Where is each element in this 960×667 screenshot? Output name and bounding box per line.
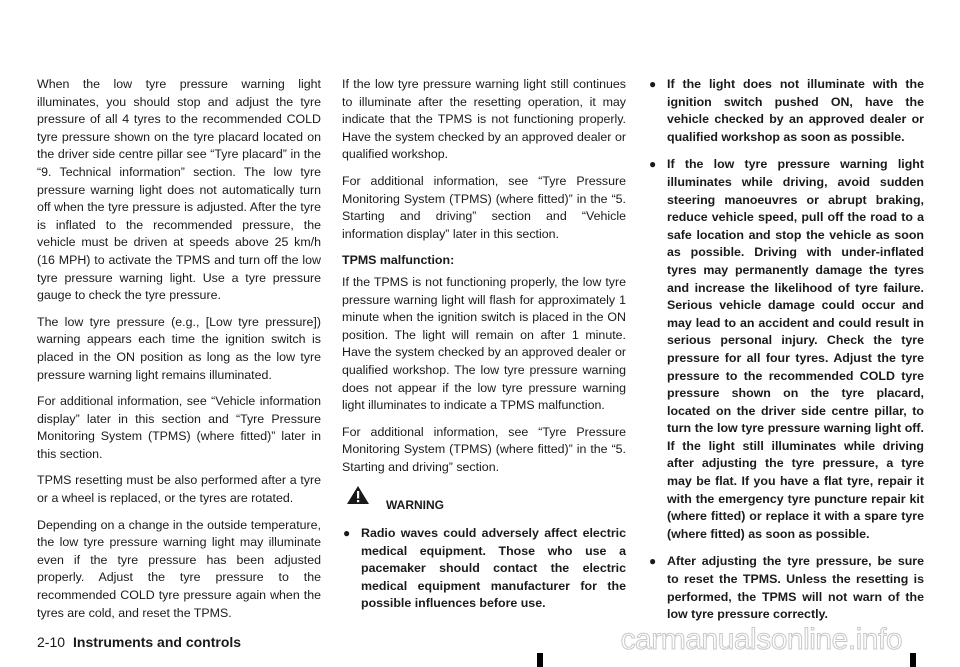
crop-mark bbox=[537, 653, 543, 667]
bullet-dot-icon: ● bbox=[343, 526, 351, 541]
warning-list bbox=[342, 525, 626, 613]
paragraph: For additional information, see “Tyre Pressure Monitoring System (TPMS) (where fitted)” in the “5. Starting and driving” section and “Vehicle information display” later in this section. bbox=[342, 173, 626, 241]
paragraph: For additional information, see “Vehicle information display” later in this section and “Tyre Pressure Monitoring System (TPMS) (where fitted)” later in this section. bbox=[37, 394, 321, 461]
column-right bbox=[648, 76, 924, 634]
list-item bbox=[342, 525, 626, 613]
paragraph: If the low tyre pressure warning light still continues to illuminate after the resetting operation, it may indicate that the TPMS is not functioning properly. Have the system checked by an approved dealer or qualified workshop. bbox=[342, 77, 626, 162]
bullet-text: After adjusting the tyre pressure, be sure to reset the TPMS. Unless the resetting is performed, the TPMS will not warn of the low tyre pressure correctly. bbox=[667, 554, 924, 622]
paragraph: If the TPMS is not functioning properly, the low tyre pressure warning light will flash for approximately 1 minute when the ignition switch is placed in the ON position. The light will remain on after 1 minute. Have the system checked by an approved dealer or qualified workshop. The low tyre pressure warning does not appear if the low tyre pressure warning light illuminates to indicate a TPMS malfunction. bbox=[342, 274, 626, 413]
list-item bbox=[648, 156, 924, 543]
bullet-dot-icon: ● bbox=[649, 77, 657, 91]
warning-label: WARNING bbox=[386, 498, 444, 513]
list-item bbox=[648, 76, 924, 146]
bullet-text: Radio waves could adversely affect electric medical equipment. Those who use a pacemaker should contact the electric medical equipment manufacturer for the possible influences before use. bbox=[361, 526, 626, 611]
warning-list bbox=[648, 76, 924, 624]
crop-mark bbox=[910, 653, 916, 667]
watermark: carmanualsonline.info bbox=[620, 623, 902, 656]
page-footer bbox=[37, 634, 241, 650]
warning-triangle-icon bbox=[346, 485, 370, 505]
paragraph: When the low tyre pressure warning light illuminates, you should stop and adjust the tyre pressure of all 4 tyres to the recommended COLD tyre pressure shown on the tyre placard located on the driver side centre pillar see “Tyre placard” in the “9. Technical information” section. The low tyre pressure warning light does not automatically turn off when the tyre pressure is adjusted. After the tyre is inflated to the recommended pressure, the vehicle must be driven at speeds above 25 km/h (16 MPH) to activate the TPMS and turn off the low tyre pressure warning light. Use a tyre pressure gauge to check the tyre pressure. bbox=[37, 77, 321, 303]
bullet-text: If the light does not illuminate with the ignition switch pushed ON, have the vehicle checked by an approved dealer or qualified workshop as soon as possible. bbox=[667, 77, 924, 144]
paragraph: For additional information, see “Tyre Pressure Monitoring System (TPMS) (where fitted)” in the “5. Starting and driving” section. bbox=[342, 424, 626, 474]
column-middle bbox=[342, 76, 626, 623]
paragraph: Depending on a change in the outside temperature, the low tyre pressure warning light may illuminate even if the tyre pressure has been adjusted properly. Adjust the tyre pressure to the recommended COLD tyre pressure again when the tyres are cold, and reset the TPMS. bbox=[37, 517, 321, 620]
bullet-text: If the low tyre pressure warning light illuminates while driving, avoid sudden steering manoeuvres or abrupt braking, reduce vehicle speed, pull off the road to a safe location and stop the vehicle as soon as possible. Driving with under-inflated tyres may permanently damage the tyres and increase the likelihood of tyre failure. Serious vehicle damage could occur and may lead to an accident and could result in serious personal injury. Check the tyre pressure for all four tyres. Adjust the tyre pressure to the recommended COLD tyre pressure shown on the tyre placard, located on the driver side centre pillar, to turn the low tyre pressure warning light off. If the light still illuminates while driving after adjusting the tyre pressure, a tyre may be flat. If you have a flat tyre, repair it with the emergency tyre puncture repair kit (where fitted) or replace it with a spare tyre (where fitted) as soon as possible. bbox=[667, 157, 924, 541]
section-heading: TPMS malfunction: bbox=[342, 253, 455, 268]
bullet-dot-icon: ● bbox=[649, 554, 657, 569]
warning-header bbox=[342, 485, 626, 515]
column-left bbox=[37, 76, 321, 631]
section-title: Instruments and controls bbox=[73, 634, 242, 650]
paragraph: TPMS resetting must be also performed after a tyre or a wheel is replaced, or the tyres are rotated. bbox=[37, 473, 321, 506]
list-item bbox=[648, 553, 924, 623]
bullet-dot-icon: ● bbox=[649, 157, 657, 172]
paragraph: The low tyre pressure (e.g., [Low tyre pressure]) warning appears each time the ignition switch is placed in the ON position as long as the low tyre pressure warning light remains illuminated. bbox=[37, 314, 321, 382]
page-number: 2-10 bbox=[37, 634, 66, 650]
